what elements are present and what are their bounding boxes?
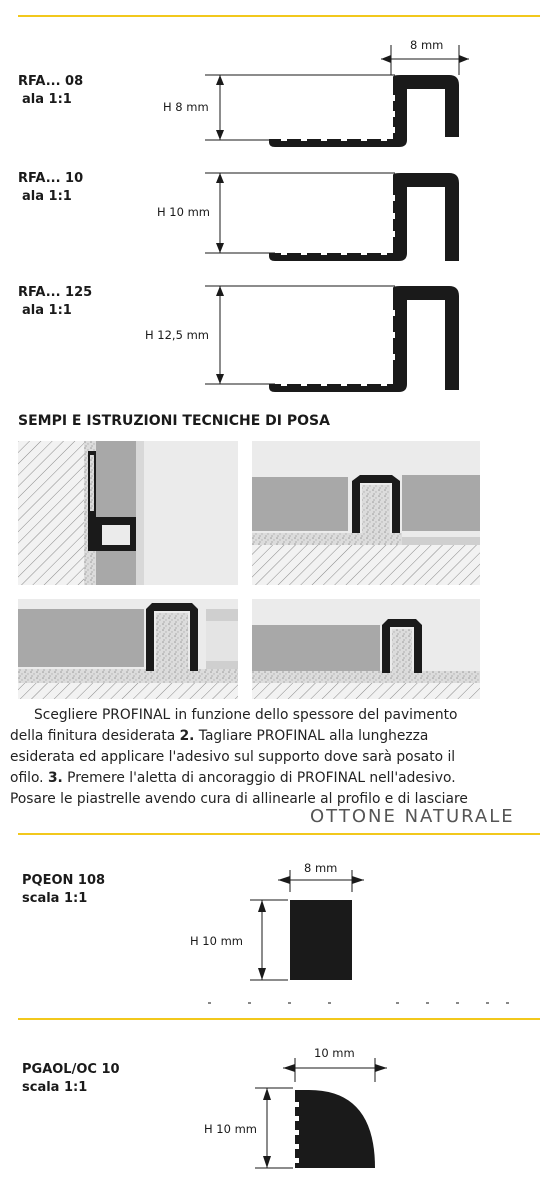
- instructions-line-3: esiderata ed applicare l'adesivo sul supporto dove sarà posato il: [10, 749, 456, 765]
- profile-2-drawing: [205, 165, 485, 275]
- profile-3-code: RFA... 125: [18, 285, 93, 300]
- section-title: SEMPI E ISTRUZIONI TECNICHE DI POSA: [18, 413, 330, 429]
- pgaol-width-label: 10 mm: [314, 1046, 355, 1060]
- pqeon-drawing: [240, 870, 380, 985]
- install-illustration-2: [252, 441, 480, 585]
- dotted-separator: [200, 1000, 520, 1008]
- pqeon-code: PQEON 108: [22, 873, 106, 888]
- instructions-text: [10, 705, 480, 807]
- install-illustration-1: [18, 441, 238, 585]
- top-divider: [18, 15, 540, 17]
- instructions-line-5: Posare le piastrelle avendo cura di allinearle al profilo e di lasciare: [10, 791, 468, 807]
- divider-2: [18, 1018, 540, 1020]
- profile-3-drawing: [205, 280, 485, 400]
- pqeon-scale: scala 1:1: [22, 891, 88, 906]
- profile-1-width-label: 8 mm: [410, 38, 444, 52]
- pgaol-scale: scala 1:1: [22, 1080, 88, 1095]
- profile-1-height-label: H 8 mm: [163, 100, 209, 114]
- ghost-heading: OTTONE NATURALE: [310, 806, 515, 827]
- install-illustration-3: [18, 599, 238, 699]
- instructions-line-1: Scegliere PROFINAL in funzione dello spessore del pavimento: [34, 707, 458, 723]
- profile-3-height-label: H 12,5 mm: [145, 328, 209, 342]
- profile-1-code: RFA... 08: [18, 74, 84, 89]
- profile-3-scale: ala 1:1: [22, 303, 72, 318]
- pgaol-height-label: H 10 mm: [204, 1122, 257, 1136]
- instructions-line-4: ofilo. 3. Premere l'aletta di ancoraggio di PROFINAL nell'adesivo.: [10, 770, 456, 786]
- pgaol-code: PGAOL/OC 10: [22, 1062, 120, 1077]
- install-illustration-4: [252, 599, 480, 699]
- pqeon-height-label: H 10 mm: [190, 934, 243, 948]
- divider-1: [18, 833, 540, 835]
- profile-1-drawing: [205, 45, 485, 155]
- profile-1-scale: ala 1:1: [22, 92, 72, 107]
- pqeon-width-label: 8 mm: [304, 861, 338, 875]
- profile-2-scale: ala 1:1: [22, 189, 72, 204]
- profile-2-height-label: H 10 mm: [157, 205, 210, 219]
- pgaol-drawing: [255, 1058, 395, 1178]
- instructions-line-2: della finitura desiderata 2. Tagliare PROFINAL alla lunghezza: [10, 728, 429, 744]
- profile-2-code: RFA... 10: [18, 171, 84, 186]
